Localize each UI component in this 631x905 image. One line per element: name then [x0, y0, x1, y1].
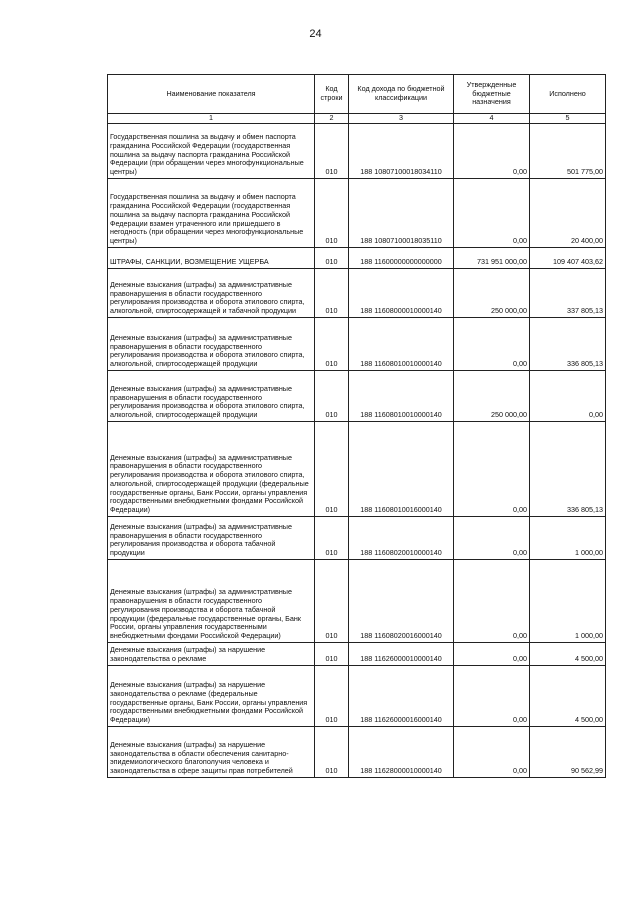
row-code: 010: [315, 422, 349, 517]
row-name: Денежные взыскания (штрафы) за административные правонарушения в области государственного регулирования производства и оборота этилового спирта, алкогольной, спиртосодержащей и табачной продукции: [108, 269, 315, 318]
row-executed: 4 500,00: [530, 643, 606, 666]
table-row: [108, 643, 606, 666]
row-name: Денежные взыскания (штрафы) за административные правонарушения в области государственного регулирования производства и оборота этилового спирта, алкогольной, спиртосодержащей продукции (федеральные государственные органы, Банк России, органы управления государственными внебюджетными фондами Российской Федерации): [108, 422, 315, 517]
row-executed: 501 775,00: [530, 124, 606, 179]
row-name: Государственная пошлина за выдачу и обмен паспорта гражданина Российской Федерации (государственная пошлина за выдачу паспорта гражданина Российской Федерации взамен утраченного или пришедшего в негодность (при обращении через многофункциональные центры): [108, 179, 315, 248]
row-code: 010: [315, 560, 349, 643]
row-executed: 20 400,00: [530, 179, 606, 248]
row-executed: 4 500,00: [530, 666, 606, 727]
row-executed: 336 805,13: [530, 318, 606, 371]
row-kbk: 188 11600000000000000: [349, 248, 454, 269]
page-number: 24: [309, 28, 322, 40]
table-row: [108, 318, 606, 371]
row-name: ШТРАФЫ, САНКЦИИ, ВОЗМЕЩЕНИЕ УЩЕРБА: [108, 248, 315, 269]
row-kbk: 188 10807100018034110: [349, 124, 454, 179]
header-code: Код строки: [315, 75, 349, 114]
table-row: [108, 269, 606, 318]
budget-execution-table: [107, 74, 606, 778]
row-kbk: 188 11608020016000140: [349, 560, 454, 643]
row-approved: 250 000,00: [454, 371, 530, 422]
table-row: [108, 560, 606, 643]
row-code: 010: [315, 727, 349, 778]
row-approved: 731 951 000,00: [454, 248, 530, 269]
row-name: Денежные взыскания (штрафы) за нарушение законодательства в области обеспечения санитарно-эпидемиологического благополучия человека и законодательства в сфере защиты прав потребителей: [108, 727, 315, 778]
row-approved: 0,00: [454, 318, 530, 371]
column-number-row: [108, 114, 606, 124]
column-number: 2: [315, 114, 349, 124]
row-kbk: 188 11608020010000140: [349, 517, 454, 560]
row-kbk: 188 11608010010000140: [349, 371, 454, 422]
header-approved: Утвержденные бюджетные назначения: [454, 75, 530, 114]
header-kbk: Код дохода по бюджетной классификации: [349, 75, 454, 114]
table-row: [108, 517, 606, 560]
row-kbk: 188 11608010010000140: [349, 318, 454, 371]
row-approved: 0,00: [454, 643, 530, 666]
row-approved: 0,00: [454, 727, 530, 778]
row-name: Денежные взыскания (штрафы) за административные правонарушения в области государственного регулирования производства и оборота этилового спирта, алкогольной, спиртосодержащей продукции: [108, 371, 315, 422]
row-executed: 336 805,13: [530, 422, 606, 517]
header-executed: Исполнено: [530, 75, 606, 114]
row-approved: 0,00: [454, 179, 530, 248]
column-number: 4: [454, 114, 530, 124]
row-code: 010: [315, 179, 349, 248]
row-code: 010: [315, 269, 349, 318]
row-name: Денежные взыскания (штрафы) за административные правонарушения в области государственного регулирования производства и оборота табачной продукции (федеральные государственные органы, Банк России, органы управления государственными внебюджетными фондами Российской Федерации): [108, 560, 315, 643]
row-code: 010: [315, 248, 349, 269]
row-kbk: 188 11608000010000140: [349, 269, 454, 318]
column-number: 1: [108, 114, 315, 124]
table-row: [108, 666, 606, 727]
table-row: [108, 727, 606, 778]
row-kbk: 188 11608010016000140: [349, 422, 454, 517]
row-approved: 0,00: [454, 666, 530, 727]
row-approved: 0,00: [454, 124, 530, 179]
row-code: 010: [315, 318, 349, 371]
row-code: 010: [315, 371, 349, 422]
row-name: Государственная пошлина за выдачу и обмен паспорта гражданина Российской Федерации (государственная пошлина за выдачу паспорта гражданина Российской Федерации (при обращении через многофункциональные центры): [108, 124, 315, 179]
column-number: 3: [349, 114, 454, 124]
row-executed: 1 000,00: [530, 560, 606, 643]
row-kbk: 188 10807100018035110: [349, 179, 454, 248]
row-name: Денежные взыскания (штрафы) за административные правонарушения в области государственного регулирования производства и оборота табачной продукции: [108, 517, 315, 560]
table-row: [108, 179, 606, 248]
row-approved: 250 000,00: [454, 269, 530, 318]
row-approved: 0,00: [454, 560, 530, 643]
column-number: 5: [530, 114, 606, 124]
row-name: Денежные взыскания (штрафы) за нарушение законодательства о рекламе (федеральные государственные органы, Банк России, органы управления государственными внебюджетными фондами Российской Федерации): [108, 666, 315, 727]
row-executed: 1 000,00: [530, 517, 606, 560]
row-code: 010: [315, 517, 349, 560]
table-row: [108, 422, 606, 517]
row-name: Денежные взыскания (штрафы) за нарушение законодательства о рекламе: [108, 643, 315, 666]
row-executed: 0,00: [530, 371, 606, 422]
table-row: [108, 124, 606, 179]
row-code: 010: [315, 666, 349, 727]
row-executed: 337 805,13: [530, 269, 606, 318]
row-kbk: 188 11626000016000140: [349, 666, 454, 727]
row-code: 010: [315, 124, 349, 179]
table-row: [108, 371, 606, 422]
row-approved: 0,00: [454, 517, 530, 560]
row-code: 010: [315, 643, 349, 666]
table-row: [108, 248, 606, 269]
row-kbk: 188 11626000010000140: [349, 643, 454, 666]
row-approved: 0,00: [454, 422, 530, 517]
row-executed: 90 562,99: [530, 727, 606, 778]
header-name: Наименование показателя: [108, 75, 315, 114]
row-kbk: 188 11628000010000140: [349, 727, 454, 778]
row-name: Денежные взыскания (штрафы) за административные правонарушения в области государственного регулирования производства и оборота этилового спирта, алкогольной, спиртосодержащей продукции: [108, 318, 315, 371]
table-header-row: [108, 75, 606, 114]
row-executed: 109 407 403,62: [530, 248, 606, 269]
